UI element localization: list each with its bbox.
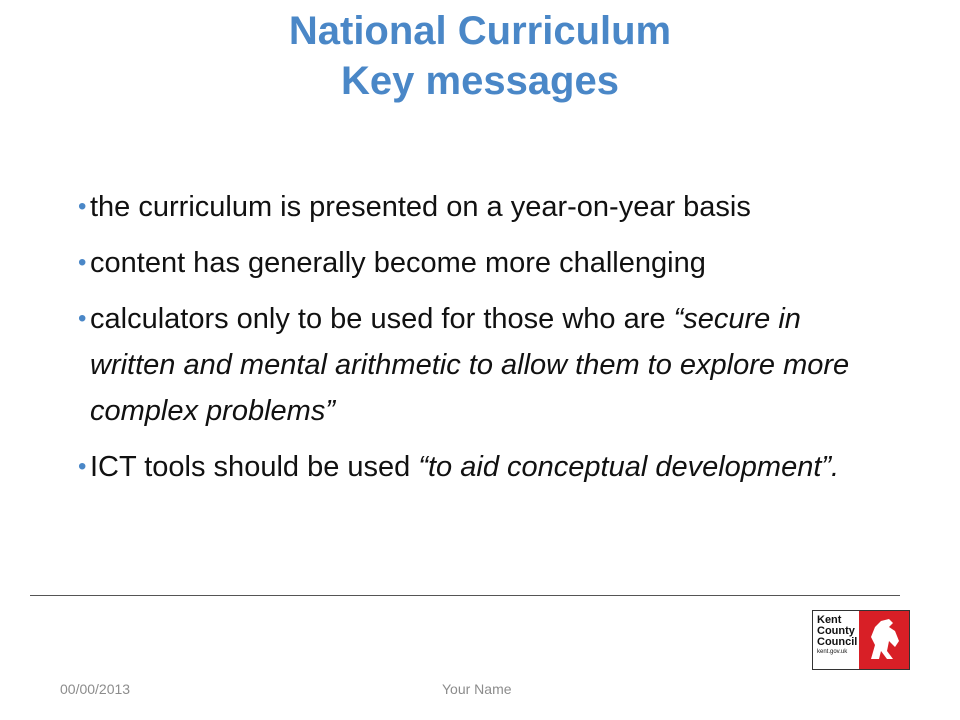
kent-county-council-logo: [812, 610, 910, 670]
footer-date: 00/00/2013: [60, 681, 131, 697]
bullet-text: ICT tools should be used: [90, 451, 419, 483]
logo-line-2: County: [817, 625, 855, 637]
bullet-icon: •: [78, 453, 87, 480]
bullet-icon: •: [78, 305, 87, 332]
list-item: [78, 296, 878, 434]
bullet-list: [78, 184, 878, 500]
logo-text: [813, 611, 859, 669]
slide-title: [0, 6, 960, 106]
bullet-quote: “to aid conceptual development”.: [418, 451, 840, 483]
list-item: [78, 444, 878, 490]
logo-line-4: kent.gov.uk: [817, 649, 848, 655]
logo-line-1: Kent: [817, 614, 842, 626]
bullet-text: content has generally become more challenging: [90, 247, 706, 279]
logo-line-3: Council: [817, 636, 858, 648]
bullet-text: the curriculum is presented on a year-on-year basis: [90, 191, 751, 223]
title-line-2: Key messages: [341, 59, 619, 103]
footer-divider: [30, 595, 900, 596]
footer-name: Your Name: [442, 681, 512, 697]
list-item: [78, 240, 878, 286]
white-horse-icon: [859, 611, 909, 669]
bullet-icon: •: [78, 193, 87, 220]
title-line-1: National Curriculum: [288, 9, 672, 53]
bullet-text: calculators only to be used for those who are: [90, 303, 674, 335]
bullet-icon: •: [78, 249, 87, 276]
bullet-quote: “secure in written and mental arithmetic to allow them to explore more complex problems”: [90, 303, 850, 427]
list-item: [78, 184, 878, 230]
